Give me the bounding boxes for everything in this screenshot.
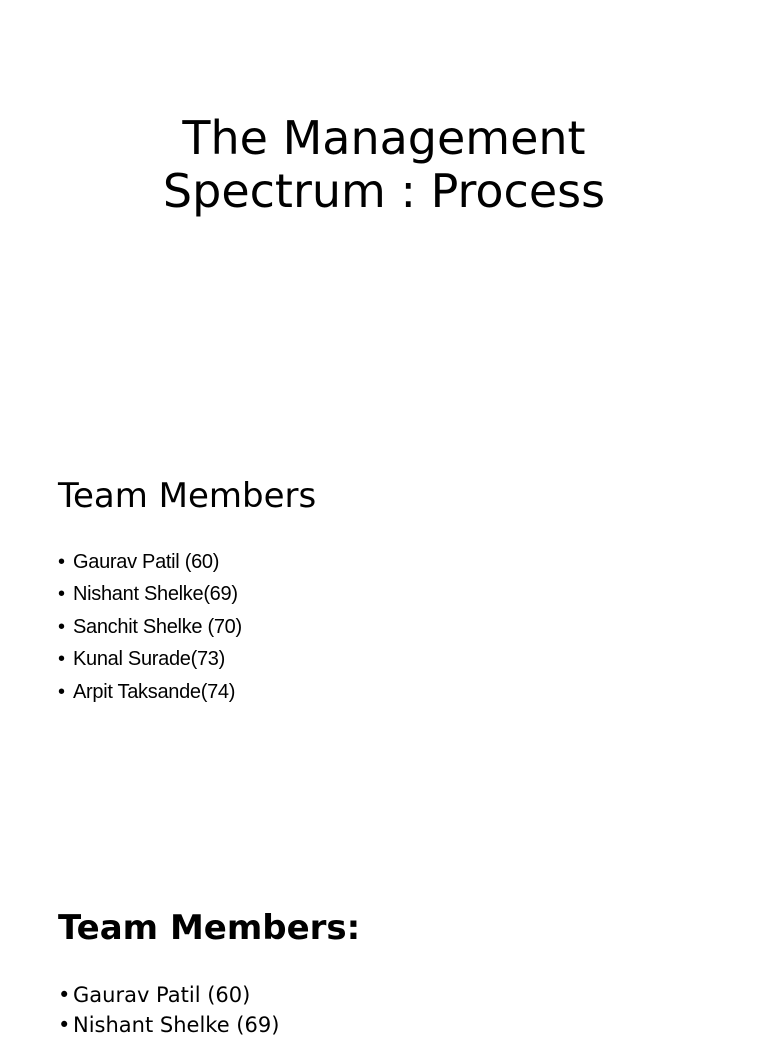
bullet: • [58, 983, 71, 1007]
list-item [58, 676, 242, 708]
member-name: Kunal Surade(73) [73, 648, 225, 671]
team-members-list-2 [58, 980, 279, 1040]
list-item [58, 980, 279, 1010]
list-item [58, 643, 242, 675]
bullet: • [58, 1013, 71, 1037]
title-line-2: Spectrum : Process [162, 164, 606, 218]
member-name: Sanchit Shelke (70) [73, 615, 242, 638]
team-members-heading-bold: Team Members: [58, 908, 361, 948]
slide-title [0, 112, 768, 218]
list-item [58, 546, 242, 578]
member-name: Nishant Shelke (69) [73, 1013, 280, 1037]
team-members-slide-2 [0, 864, 768, 1037]
bullet: • [58, 680, 65, 703]
list-item [58, 1010, 279, 1040]
bullet: • [58, 648, 65, 671]
list-item [58, 578, 242, 610]
member-name: Gaurav Patil (60) [73, 983, 251, 1007]
member-name: Gaurav Patil (60) [73, 551, 220, 573]
member-name: Nishant Shelke(69) [73, 583, 238, 606]
team-members-slide [0, 432, 768, 864]
team-members-heading: Team Members [58, 476, 317, 516]
bullet: • [58, 583, 65, 606]
title-slide [0, 0, 768, 432]
title-line-1: The Management [182, 111, 586, 165]
bullet: • [58, 615, 65, 638]
member-name: Arpit Taksande(74) [73, 680, 236, 703]
bullet: • [58, 551, 65, 573]
team-members-list [58, 546, 242, 708]
list-item [58, 611, 242, 643]
